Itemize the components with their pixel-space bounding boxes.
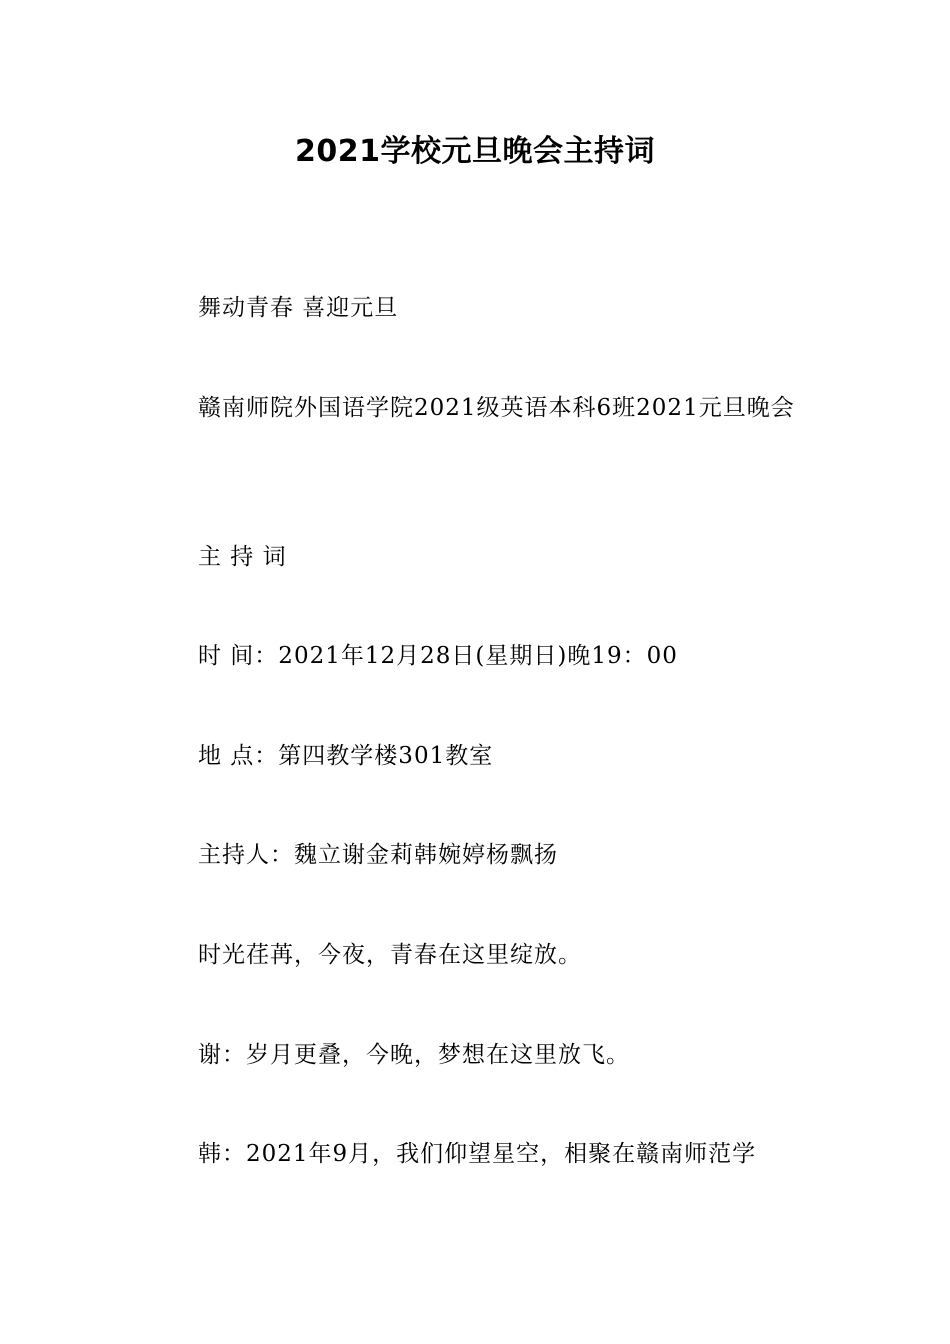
document-title: 2021学校元旦晚会主持词 (295, 134, 655, 169)
paragraph-time: 时 间：2021年12月28日(星期日)晚19：00 (198, 643, 678, 669)
paragraph-han-line: 韩：2021年9月，我们仰望星空，相聚在赣南师范学 (198, 1141, 757, 1167)
paragraph-opening-line: 时光荏苒，今夜，青春在这里绽放。 (198, 942, 582, 968)
paragraph-hosts: 主持人：魏立谢金莉韩婉婷杨飘扬 (198, 842, 558, 868)
paragraph-xie-line: 谢：岁月更叠，今晚，梦想在这里放飞。 (198, 1042, 630, 1068)
paragraph-heading: 主 持 词 (198, 544, 287, 570)
paragraph-theme: 舞动青春 喜迎元旦 (198, 295, 399, 321)
paragraph-location: 地 点：第四教学楼301教室 (198, 743, 494, 769)
paragraph-event-name: 赣南师院外国语学院2021级英语本科6班2021元旦晚会 (198, 395, 795, 421)
